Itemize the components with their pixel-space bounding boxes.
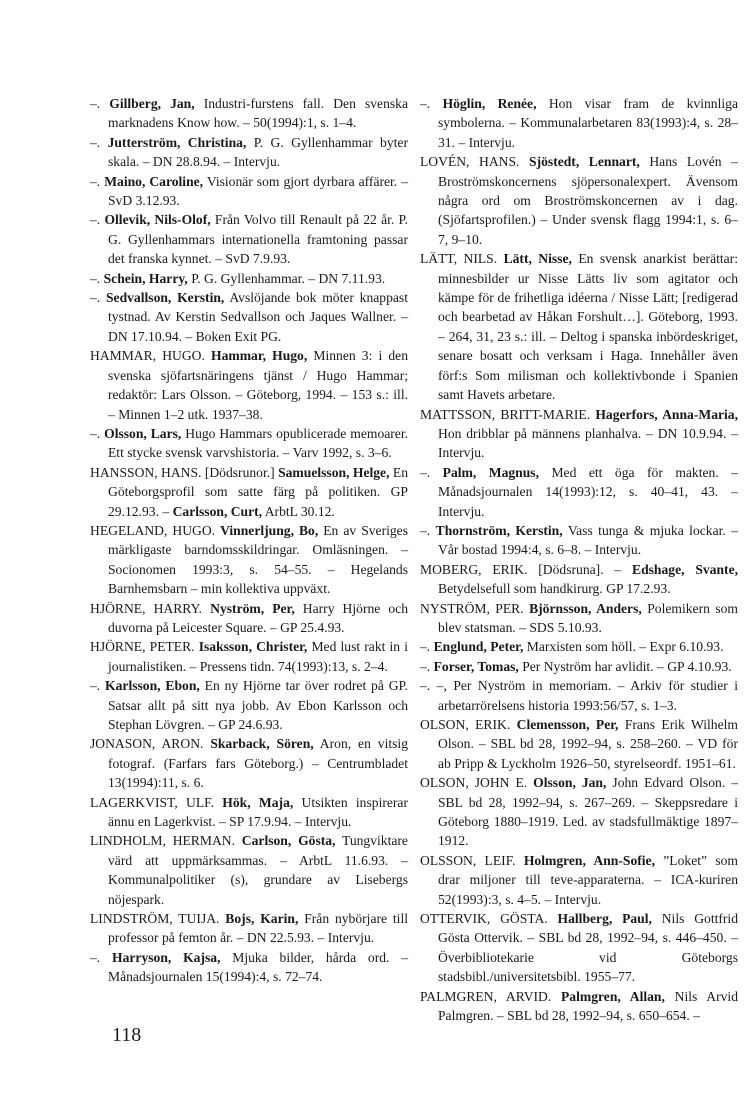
bibliography-entry [90, 831, 408, 909]
entry-text: HJÖRNE, HARRY. [90, 600, 211, 616]
bibliography-entry [90, 210, 408, 268]
entry-text: ”Loket” som drar miljoner till teve-apparaterna. – ICA-kuriren 52(1993):3, s. 4–5. – Intervju. [438, 852, 738, 907]
entry-text: En av Sveriges märkligaste barndomsskildringar. Omläsningen. – Socionomen 1993:3, s. 54–55. – Hegelands Barnhemsbarn – min kollektiva uppväxt. [108, 522, 409, 597]
bibliography-entry [420, 521, 738, 560]
entry-text: Hon visar fram de kvinnliga symbolerna. – Kommunalarbetaren 83(1993):4, s. 28–31. – Intervju. [438, 96, 738, 150]
entry-author: Ollevik, Nils-Olof, [104, 212, 211, 228]
entry-author: Isaksson, Christer, [198, 639, 308, 655]
bibliography-entry [90, 734, 408, 792]
entry-text: LINDHOLM, HERMAN. [90, 833, 242, 849]
entry-text: Från Volvo till Renault på 22 år. P. G. Gyllenhammars internationella framtoning passar det franska kynnet. – SvD 7.9.93. [108, 212, 408, 267]
entry-text: Frans Erik Wilhelm Olson. – SBL bd 28, 1992–94, s. 258–260. – VD för ab Pripp & Lyckholm 1926–50, styrelseordf. 1951–61. [438, 717, 738, 771]
entry-author: Karlsson, Ebon, [105, 678, 200, 694]
entry-text: Nils Arvid Palmgren. – SBL bd 28, 1992–94, s. 650–654. – [438, 988, 738, 1024]
bibliography-entry [420, 560, 738, 599]
entry-text: HJÖRNE, PETER. [90, 639, 199, 655]
entry-text: Utsikten inspirerar ännu en Lagerkvist. – SP 17.9.94. – Intervju. [108, 794, 408, 830]
entry-text: Visionär som gjort dyrbara affärer. – SvD 3.12.93. [108, 173, 408, 209]
bibliography-entry [90, 346, 408, 424]
entry-text: –. [90, 949, 112, 965]
entry-author: Skarback, Sören, [210, 736, 314, 752]
entry-text: LOVÉN, HANS. [420, 154, 530, 170]
entry-text: –. [420, 639, 434, 655]
entry-author: Hallberg, Paul, [557, 911, 652, 927]
bibliography-entry [420, 637, 738, 656]
bibliography-entry [90, 948, 408, 987]
left-column [90, 94, 408, 987]
entry-author: Schein, Harry, [103, 270, 188, 286]
entry-author: Palm, Magnus, [442, 464, 539, 480]
entry-text: MOBERG, ERIK. [Dödsruna]. – [420, 561, 633, 577]
bibliography-entry [90, 269, 408, 288]
entry-text: Med lust rakt in i journalistiken. – Pressens tidn. 74(1993):13, s. 2–4. [108, 639, 408, 674]
entry-author: Höglin, Renée, [442, 96, 537, 111]
entry-text: LAGERKVIST, ULF. [90, 794, 223, 810]
bibliography-entry [90, 793, 408, 832]
entry-author: Carlsson, Curt, [172, 503, 263, 519]
entry-text: –. [90, 678, 106, 694]
entry-text: OLSON, ERIK. [420, 717, 517, 732]
bibliography-entry [90, 94, 408, 133]
entry-text: –. [420, 464, 443, 480]
entry-text: NYSTRÖM, PER. [420, 600, 530, 616]
entry-text: Marxisten som höll. – Expr 6.10.93. [523, 639, 724, 655]
entry-text: Aron, en vitsig fotograf. (Farfars fars Göteborg.) – Centrumbladet 13(1994):11, s. 6. [108, 736, 408, 791]
entry-text: John Edvard Olson. – SBL bd 28, 1992–94, s. 267–269. – Skeppsredare i Göteborg 1880–1919. Led. av stadsfullmäktige 1897–1912. [438, 775, 739, 849]
entry-text: Polemikern som blev statsman. – SDS 5.10.93. [438, 600, 738, 635]
entry-text: HANSSON, HANS. [Dödsrunor.] [90, 464, 279, 480]
bibliography-entry [420, 987, 738, 1026]
bibliography-entry [90, 463, 408, 521]
entry-text: Med ett öga för makten. – Månadsjournalen 14(1993):12, s. 40–41, 43. – Intervju. [438, 464, 738, 519]
bibliography-entry [420, 909, 738, 987]
bibliography-entry [90, 424, 408, 463]
entry-author: Hagerfors, Anna-Maria, [595, 406, 739, 422]
entry-text: Hon dribblar på männens planhalva. – DN 10.9.94. – Intervju. [438, 425, 738, 461]
entry-author: Lätt, Nisse, [503, 251, 572, 267]
entry-text: –. [90, 212, 105, 228]
entry-text: LINDSTRÖM, TUIJA. [90, 911, 226, 927]
entry-text: Minnen 3: i den svenska sjöfartsnäringens tjänst / Hugo Hammar; redaktör: Lars Olsson. – Göteborg, 1994. – 153 s.: ill. – Minnen 1–2 utk. 1937–38. [108, 348, 408, 422]
entry-text: Hugo Hammars opublicerade memoarer. Ett stycke svensk varvshistoria. – Varv 1992, s. 3–6. [108, 425, 409, 461]
entry-author: Maino, Caroline, [104, 173, 204, 189]
entry-text: P. G. Gyllenhammar. – DN 7.11.93. [187, 270, 386, 286]
entry-text: –. [90, 173, 105, 189]
entry-author: Vinnerljung, Bo, [220, 522, 319, 538]
entry-author: Bojs, Karin, [225, 911, 299, 927]
entry-author: Edshage, Svante, [632, 561, 738, 577]
entry-text: –. [420, 96, 443, 111]
bibliography-entry [90, 172, 408, 211]
entry-text: ArbtL 30.12. [262, 503, 335, 519]
bibliography-entry [420, 463, 738, 521]
entry-author: Thornström, Kerstin, [435, 522, 563, 538]
bibliography-entry [420, 773, 738, 851]
entry-text: OLSON, JOHN E. [420, 775, 534, 791]
bibliography-entry [90, 676, 408, 734]
entry-author: Holmgren, Ann-Sofie, [523, 852, 655, 868]
entry-text: LÄTT, NILS. [420, 251, 504, 267]
entry-text: –. [420, 658, 434, 674]
entry-text: Betydelsefull som handkirurg. GP 17.2.93. [438, 581, 671, 597]
entry-text: Per Nyström har avlidit. – GP 4.10.93. [518, 658, 732, 674]
entry-text: En svensk anarkist berättar: minnesbilder ur Nisse Lätts liv som agitator och kämpe för de frihetliga idéerna / Nisse Lätt; [redigerad och bearbetad av Håkan Forshult…]. Göteborg, 1993. – 264, 31, 23 s.: ill. – Deltog i spanska inbördeskriget, senare bosatt och verksam i Haga. Innehåller även förf:s Som milisman och kollektivbonde i Spanien samt Havets arbetare. [438, 251, 738, 403]
entry-author: Olsson, Jan, [533, 775, 607, 791]
entry-text: Från nybörjare till professor på femton år. – DN 22.5.93. – Intervju. [108, 911, 408, 946]
bibliography-entry [420, 94, 738, 152]
entry-text: –. [90, 425, 105, 441]
bibliography-entry [420, 405, 738, 463]
entry-author: Nyström, Per, [210, 600, 295, 616]
entry-text: Tungviktare värd att uppmärksammas. – ArbtL 11.6.93. – Kommunalpolitiker (s), grundare av Lisebergs nöjespark. [108, 833, 408, 907]
entry-text: Nils Gottfrid Gösta Ottervik. – SBL bd 28, 1992–94, s. 446–450. – Överbibliotekarie vid Göteborgs stadsbibl./universitetsbibl. 1955–77. [438, 911, 738, 985]
entry-text: JONASON, ARON. [90, 736, 211, 752]
entry-author: Forser, Tomas, [433, 658, 519, 674]
bibliography-entry [90, 288, 408, 346]
bibliography-entry [420, 715, 738, 773]
entry-text: Vass tunga & mjuka lockar. – Vår bostad 1994:4, s. 6–8. – Intervju. [438, 522, 739, 558]
entry-text: –. [420, 522, 436, 538]
bibliography-entry [420, 249, 738, 404]
entry-text: Industri-furstens fall. Den svenska marknadens Know how. – 50(1994):1, s. 1–4. [108, 96, 408, 131]
entry-author: Englund, Peter, [433, 639, 524, 655]
entry-text: –. [90, 270, 104, 286]
bibliography-entry [420, 676, 738, 715]
entry-text: MATTSSON, BRITT-MARIE. [420, 406, 596, 422]
entry-text: P. G. Gyllenhammar byter skala. – DN 28.8.94. – Intervju. [108, 134, 408, 170]
entry-text: HAMMAR, HUGO. [90, 348, 211, 364]
entry-author: Hammar, Hugo, [211, 348, 308, 364]
bibliography-entry [420, 851, 738, 909]
bibliography-entry [90, 521, 408, 599]
entry-author: Hök, Maja, [222, 794, 294, 810]
entry-text: Mjuka bilder, hårda ord. – Månadsjournalen 15(1994):4, s. 72–74. [108, 949, 409, 985]
entry-text: En Göteborgsprofil som satte färg på politiken. GP 29.12.93. – [108, 464, 408, 519]
entry-author: Sjöstedt, Lennart, [529, 154, 640, 170]
entry-text: –. –, Per Nyström in memoriam. – Arkiv för studier i arbetarrörelsens historia 1993:56/57, s. 1–3. [420, 678, 738, 713]
entry-author: Samuelsson, Helge, [278, 464, 390, 480]
entry-text: –. [90, 290, 106, 306]
entry-author: Carlson, Gösta, [241, 833, 336, 849]
bibliography-entry [90, 133, 408, 172]
bibliography-entry [90, 599, 408, 638]
entry-text: –. [90, 134, 108, 150]
entry-text: HEGELAND, HUGO. [90, 522, 221, 538]
bibliography-entry [90, 637, 408, 676]
entry-text: Harry Hjörne och duvorna på Leicester Square. – GP 25.4.93. [108, 600, 408, 635]
entry-author: Harryson, Kajsa, [112, 949, 221, 965]
bibliography-entry [90, 909, 408, 948]
entry-text: Hans Lovén – Broströmskoncernens sjöpersonalexpert. Ävensom några ord om Broströmskoncernen av i dag. (Sjöfartsprofilen.) – Under svensk flagg 1994:1, s. 6–7, 9–10. [438, 154, 738, 247]
right-column [420, 94, 738, 1026]
entry-author: Björnsson, Anders, [529, 600, 642, 616]
entry-text: –. [90, 96, 110, 111]
entry-text: Avslöjande bok möter knappast tystnad. Av Kerstin Sedvallson och Jaques Wallner. – DN 17.10.94. – Boken Exit PG. [108, 290, 409, 344]
entry-author: Sedvallson, Kerstin, [105, 290, 225, 306]
bibliography-entry [420, 599, 738, 638]
entry-author: Palmgren, Allan, [561, 988, 665, 1004]
bibliography-entry [420, 657, 738, 676]
entry-author: Jutterström, Christina, [107, 134, 247, 150]
entry-author: Clemensson, Per, [516, 717, 619, 732]
entry-text: OLSSON, LEIF. [420, 852, 524, 868]
page-number: 118 [112, 1024, 142, 1046]
entry-author: Gillberg, Jan, [109, 96, 195, 111]
entry-text: PALMGREN, ARVID. [420, 988, 561, 1004]
entry-author: Olsson, Lars, [104, 425, 182, 441]
entry-text: OTTERVIK, GÖSTA. [420, 911, 558, 927]
entry-text: En ny Hjörne tar över rodret på GP. Satsar allt på sitt nya jobb. Av Ebon Karlsson och Stephan Lövgren. – GP 24.6.93. [108, 678, 408, 732]
bibliography-entry [420, 152, 738, 249]
